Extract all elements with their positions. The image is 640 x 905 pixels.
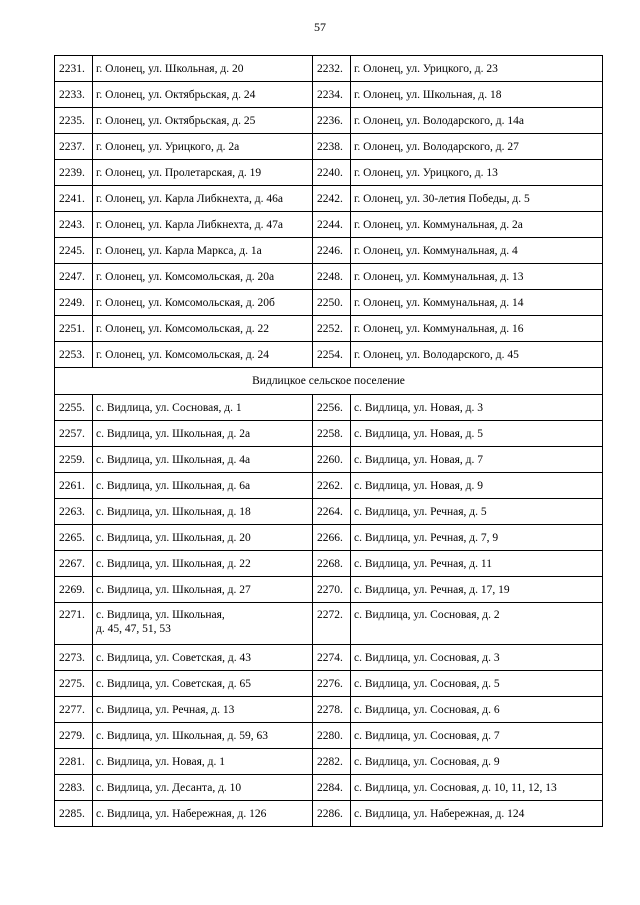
entry-number: 2243. <box>55 212 93 238</box>
entry-address: с. Видлица, ул. Школьная, д. 20 <box>93 525 313 551</box>
entry-address: г. Олонец, ул. Пролетарская, д. 19 <box>93 160 313 186</box>
entry-number: 2246. <box>313 238 351 264</box>
entry-number: 2278. <box>313 697 351 723</box>
entry-address: г. Олонец, ул. Карла Либкнехта, д. 46а <box>93 186 313 212</box>
entry-address: с. Видлица, ул. Сосновая, д. 10, 11, 12, 13 <box>351 775 603 801</box>
entry-address: г. Олонец, ул. Володарского, д. 14а <box>351 108 603 134</box>
table-row <box>55 290 603 316</box>
entry-address: с. Видлица, ул. Школьная, д. 59, 63 <box>93 723 313 749</box>
entry-number: 2253. <box>55 342 93 368</box>
table-row <box>55 212 603 238</box>
table-row <box>55 801 603 827</box>
entry-number: 2274. <box>313 645 351 671</box>
entry-address: г. Олонец, ул. Коммунальная, д. 16 <box>351 316 603 342</box>
entry-number: 2261. <box>55 473 93 499</box>
entry-address: г. Олонец, ул. Карла Либкнехта, д. 47а <box>93 212 313 238</box>
entry-address: г. Олонец, ул. Володарского, д. 27 <box>351 134 603 160</box>
entry-number: 2244. <box>313 212 351 238</box>
table-row <box>55 645 603 671</box>
entry-number: 2250. <box>313 290 351 316</box>
entry-address: г. Олонец, ул. Школьная, д. 20 <box>93 56 313 82</box>
entry-address: с. Видлица, ул. Советская, д. 65 <box>93 671 313 697</box>
table-row <box>55 723 603 749</box>
entry-address: с. Видлица, ул. Речная, д. 5 <box>351 499 603 525</box>
table-row <box>55 238 603 264</box>
entry-number: 2241. <box>55 186 93 212</box>
entry-address: с. Видлица, ул. Школьная, д. 6а <box>93 473 313 499</box>
entry-number: 2234. <box>313 82 351 108</box>
table-row <box>55 316 603 342</box>
entry-number: 2231. <box>55 56 93 82</box>
entry-number: 2267. <box>55 551 93 577</box>
entry-number: 2277. <box>55 697 93 723</box>
entry-number: 2269. <box>55 577 93 603</box>
table-row <box>55 775 603 801</box>
entry-number: 2258. <box>313 421 351 447</box>
entry-address: с. Видлица, ул. Школьная, д. 2а <box>93 421 313 447</box>
entry-address: г. Олонец, ул. Урицкого, д. 13 <box>351 160 603 186</box>
table-row <box>55 186 603 212</box>
entry-number: 2281. <box>55 749 93 775</box>
entry-address: с. Видлица, ул. Сосновая, д. 7 <box>351 723 603 749</box>
table-row <box>55 749 603 775</box>
entry-address: с. Видлица, ул. Новая, д. 1 <box>93 749 313 775</box>
entry-number: 2233. <box>55 82 93 108</box>
table-row <box>55 56 603 82</box>
entry-address: с. Видлица, ул. Новая, д. 7 <box>351 447 603 473</box>
table-row <box>55 134 603 160</box>
entry-address: г. Олонец, ул. Карла Маркса, д. 1а <box>93 238 313 264</box>
section-header-row <box>55 368 603 395</box>
entry-number: 2273. <box>55 645 93 671</box>
entry-number: 2270. <box>313 577 351 603</box>
table-row <box>55 395 603 421</box>
entry-number: 2264. <box>313 499 351 525</box>
address-table <box>54 55 603 827</box>
entry-address: с. Видлица, ул. Новая, д. 9 <box>351 473 603 499</box>
entry-address: с. Видлица, ул. Сосновая, д. 9 <box>351 749 603 775</box>
entry-address: с. Видлица, ул. Сосновая, д. 6 <box>351 697 603 723</box>
entry-number: 2242. <box>313 186 351 212</box>
entry-number: 2252. <box>313 316 351 342</box>
entry-address: г. Олонец, ул. Октябрьская, д. 24 <box>93 82 313 108</box>
vidlitsa-rows <box>55 395 603 827</box>
entry-address: г. Олонец, ул. Комсомольская, д. 22 <box>93 316 313 342</box>
page-number: 57 <box>314 20 326 34</box>
table-row <box>55 447 603 473</box>
table-row <box>55 603 603 645</box>
entry-number: 2275. <box>55 671 93 697</box>
entry-number: 2266. <box>313 525 351 551</box>
entry-number: 2251. <box>55 316 93 342</box>
entry-address: г. Олонец, ул. Октябрьская, д. 25 <box>93 108 313 134</box>
entry-address: с. Видлица, ул. Речная, д. 13 <box>93 697 313 723</box>
entry-address: с. Видлица, ул. Новая, д. 3 <box>351 395 603 421</box>
table-row <box>55 421 603 447</box>
entry-number: 2263. <box>55 499 93 525</box>
table-row <box>55 551 603 577</box>
entry-number: 2247. <box>55 264 93 290</box>
entry-address: с. Видлица, ул. Советская, д. 43 <box>93 645 313 671</box>
entry-address: с. Видлица, ул. Сосновая, д. 5 <box>351 671 603 697</box>
entry-number: 2240. <box>313 160 351 186</box>
entry-number: 2271. <box>55 603 93 645</box>
entry-address: г. Олонец, ул. Комсомольская, д. 20а <box>93 264 313 290</box>
entry-address: с. Видлица, ул. Школьная, д. 18 <box>93 499 313 525</box>
entry-address: с. Видлица, ул. Речная, д. 11 <box>351 551 603 577</box>
entry-address: с. Видлица, ул. Новая, д. 5 <box>351 421 603 447</box>
table-row <box>55 108 603 134</box>
entry-number: 2255. <box>55 395 93 421</box>
entry-number: 2249. <box>55 290 93 316</box>
entry-address: с. Видлица, ул. Речная, д. 17, 19 <box>351 577 603 603</box>
entry-address: с. Видлица, ул. Десанта, д. 10 <box>93 775 313 801</box>
entry-address: г. Олонец, ул. Урицкого, д. 23 <box>351 56 603 82</box>
section-title: Видлицкое сельское поселение <box>55 368 603 395</box>
table-row <box>55 342 603 368</box>
entry-number: 2236. <box>313 108 351 134</box>
entry-address: с. Видлица, ул. Сосновая, д. 2 <box>351 603 603 645</box>
entry-number: 2279. <box>55 723 93 749</box>
entry-address: г. Олонец, ул. Коммунальная, д. 4 <box>351 238 603 264</box>
table-row <box>55 697 603 723</box>
entry-number: 2237. <box>55 134 93 160</box>
entry-address: с. Видлица, ул. Школьная, д. 4а <box>93 447 313 473</box>
entry-address: г. Олонец, ул. Школьная, д. 18 <box>351 82 603 108</box>
table-row <box>55 264 603 290</box>
entry-number: 2248. <box>313 264 351 290</box>
table-row <box>55 499 603 525</box>
entry-number: 2265. <box>55 525 93 551</box>
entry-address: г. Олонец, ул. Володарского, д. 45 <box>351 342 603 368</box>
entry-address: г. Олонец, ул. Комсомольская, д. 20б <box>93 290 313 316</box>
section-header-group <box>55 368 603 395</box>
entry-number: 2282. <box>313 749 351 775</box>
entry-address: г. Олонец, ул. Урицкого, д. 2а <box>93 134 313 160</box>
entry-number: 2235. <box>55 108 93 134</box>
entry-number: 2239. <box>55 160 93 186</box>
entry-number: 2280. <box>313 723 351 749</box>
entry-number: 2238. <box>313 134 351 160</box>
table-row <box>55 525 603 551</box>
entry-address: с. Видлица, ул. Школьная, д. 22 <box>93 551 313 577</box>
entry-address: г. Олонец, ул. Коммунальная, д. 14 <box>351 290 603 316</box>
table-row <box>55 671 603 697</box>
entry-address: с. Видлица, ул. Набережная, д. 124 <box>351 801 603 827</box>
table-row <box>55 577 603 603</box>
entry-number: 2259. <box>55 447 93 473</box>
entry-address: г. Олонец, ул. Комсомольская, д. 24 <box>93 342 313 368</box>
table-row <box>55 82 603 108</box>
entry-address: г. Олонец, ул. Коммунальная, д. 2а <box>351 212 603 238</box>
entry-number: 2256. <box>313 395 351 421</box>
entry-address: с. Видлица, ул. Сосновая, д. 3 <box>351 645 603 671</box>
table-row <box>55 160 603 186</box>
entry-number: 2285. <box>55 801 93 827</box>
entry-number: 2257. <box>55 421 93 447</box>
entry-address: с. Видлица, ул. Сосновая, д. 1 <box>93 395 313 421</box>
entry-address: с. Видлица, ул. Речная, д. 7, 9 <box>351 525 603 551</box>
entry-address: г. Олонец, ул. Коммунальная, д. 13 <box>351 264 603 290</box>
entry-number: 2284. <box>313 775 351 801</box>
entry-number: 2268. <box>313 551 351 577</box>
entry-number: 2245. <box>55 238 93 264</box>
entry-number: 2286. <box>313 801 351 827</box>
entry-number: 2283. <box>55 775 93 801</box>
entry-number: 2260. <box>313 447 351 473</box>
entry-number: 2254. <box>313 342 351 368</box>
entry-address: с. Видлица, ул. Школьная, д. 27 <box>93 577 313 603</box>
olonets-rows <box>55 56 603 368</box>
entry-number: 2272. <box>313 603 351 645</box>
entry-number: 2232. <box>313 56 351 82</box>
entry-number: 2262. <box>313 473 351 499</box>
entry-number: 2276. <box>313 671 351 697</box>
table-row <box>55 473 603 499</box>
entry-address: с. Видлица, ул. Школьная, д. 45, 47, 51, 53 <box>93 603 313 645</box>
entry-address: г. Олонец, ул. 30-летия Победы, д. 5 <box>351 186 603 212</box>
entry-address: с. Видлица, ул. Набережная, д. 126 <box>93 801 313 827</box>
